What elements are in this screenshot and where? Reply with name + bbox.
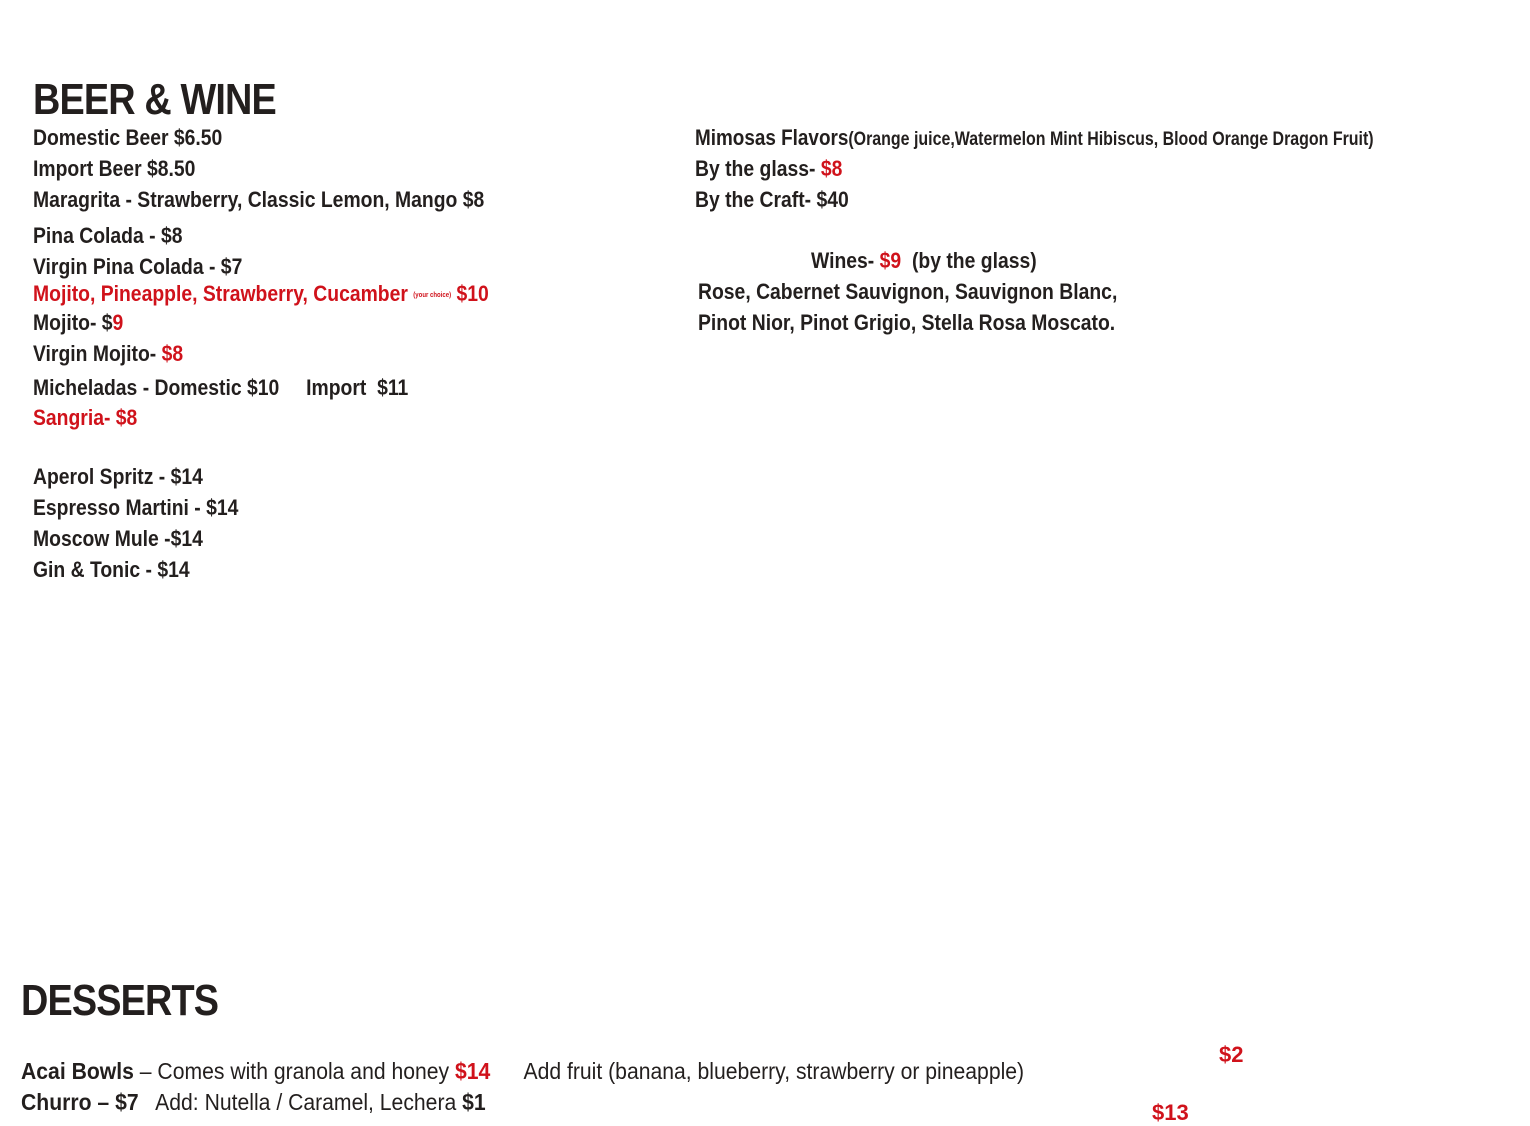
menu-item-mojito-flavors bbox=[33, 280, 563, 310]
mojito-label: Mojito- $ bbox=[33, 310, 113, 335]
menu-item-sangria: Sangria- $8 bbox=[33, 405, 138, 430]
menu-item-espresso-martini: Espresso Martini - $14 bbox=[33, 495, 239, 520]
churro-price: – $7 bbox=[91, 1089, 139, 1115]
menu-item-mimosa-by-craft: By the Craft- $40 bbox=[695, 187, 849, 212]
mojito-flavors-note: (your choice) bbox=[413, 292, 452, 299]
acai-desc: – Comes with granola and honey bbox=[133, 1058, 456, 1084]
virgin-mojito-label: Virgin Mojito- bbox=[33, 341, 157, 366]
menu-item-virgin-pina-colada: Virgin Pina Colada - $7 bbox=[33, 254, 243, 279]
churro-addon: Add: Nutella / Caramel, Lechera bbox=[155, 1089, 463, 1115]
wines-note: (by the glass) bbox=[911, 248, 1037, 273]
menu-item-mojito bbox=[33, 309, 138, 337]
mimosas-flavors: (Orange juice,Watermelon Mint Hibiscus, Blood Orange Dragon Fruit) bbox=[848, 129, 1374, 150]
menu-item-virgin-mojito bbox=[33, 340, 208, 368]
menu-item-mimosa-by-glass bbox=[695, 155, 866, 183]
wines-list-line-2: Pinot Nior, Pinot Grigio, Stella Rosa Moscato. bbox=[698, 310, 1116, 335]
dessert-acai-bowls bbox=[21, 1057, 1111, 1085]
mojito-price: 9 bbox=[112, 310, 124, 335]
menu-item-aperol-spritz: Aperol Spritz - $14 bbox=[33, 464, 203, 489]
menu-item-moscow-mule: Moscow Mule -$14 bbox=[33, 526, 203, 551]
by-glass-price: $8 bbox=[820, 156, 843, 181]
wines-price: $9 bbox=[879, 248, 902, 273]
menu-item-pina-colada: Pina Colada - $8 bbox=[33, 223, 183, 248]
mimosas-label: Mimosas Flavors bbox=[695, 125, 849, 150]
wines-heading bbox=[811, 247, 1073, 275]
virgin-mojito-price: $8 bbox=[161, 341, 184, 366]
beer-wine-heading: BEER & WINE bbox=[33, 75, 276, 124]
wines-list-line-1: Rose, Cabernet Sauvignon, Sauvignon Blanc, bbox=[698, 279, 1118, 304]
acai-price: $14 bbox=[455, 1058, 491, 1084]
menu-item-micheladas: Micheladas - Domestic $10 Import $11 bbox=[33, 375, 409, 400]
desserts-heading: DESSERTS bbox=[21, 976, 219, 1025]
acai-name: Acai Bowls bbox=[21, 1058, 134, 1084]
wines-label: Wines- bbox=[811, 248, 875, 273]
menu-item-mimosas bbox=[695, 124, 1503, 154]
churro-addon-price: $1 bbox=[462, 1089, 486, 1115]
by-glass-label: By the glass- bbox=[695, 156, 816, 181]
acai-addon: Add fruit (banana, blueberry, strawberry or pineapple) bbox=[523, 1058, 1025, 1084]
dessert-churro bbox=[21, 1088, 526, 1116]
menu-item-margarita: Maragrita - Strawberry, Classic Lemon, Mango $8 bbox=[33, 187, 485, 212]
acai-addon-price: $2 bbox=[1219, 1042, 1244, 1067]
menu-item-domestic-beer: Domestic Beer $6.50 bbox=[33, 125, 223, 150]
menu-item-import-beer: Import Beer $8.50 bbox=[33, 156, 196, 181]
mojito-flavors-label: Mojito, Pineapple, Strawberry, Cucamber bbox=[33, 281, 408, 306]
partial-price: $13 bbox=[1152, 1100, 1189, 1125]
churro-name: Churro bbox=[21, 1089, 92, 1115]
menu-item-gin-tonic: Gin & Tonic - $14 bbox=[33, 557, 190, 582]
mojito-flavors-price: $10 bbox=[456, 281, 489, 306]
